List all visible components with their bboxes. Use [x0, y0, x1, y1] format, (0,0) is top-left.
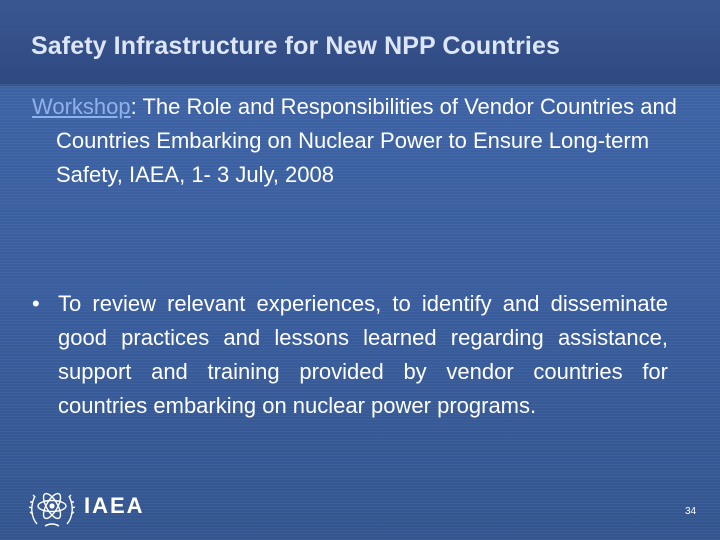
iaea-logo [28, 484, 168, 530]
title-bar [0, 0, 720, 85]
iaea-logo-text: IAEA [84, 493, 145, 518]
workshop-text: The Role and Responsibilities of Vendor Countries and Countries Embarking on Nuclear Power to Ensure Long-term Safety, IAEA, 1- 3 July, 2008 [56, 94, 677, 187]
bullet-marker: • [32, 291, 40, 316]
page-number: 34 [685, 506, 697, 517]
iaea-emblem-icon [28, 484, 76, 530]
bullet-text: To review relevant experiences, to identify and disseminate good practices and lessons learned regarding assistance, support and training provided by vendor countries for countries embarking on nuclear power programs. [58, 291, 668, 418]
workshop-link[interactable]: Workshop [32, 94, 131, 119]
workshop-paragraph [32, 90, 716, 192]
bullet-item [32, 287, 668, 423]
slide-title: Safety Infrastructure for New NPP Countries [31, 32, 560, 60]
workshop-separator: : [130, 94, 137, 119]
